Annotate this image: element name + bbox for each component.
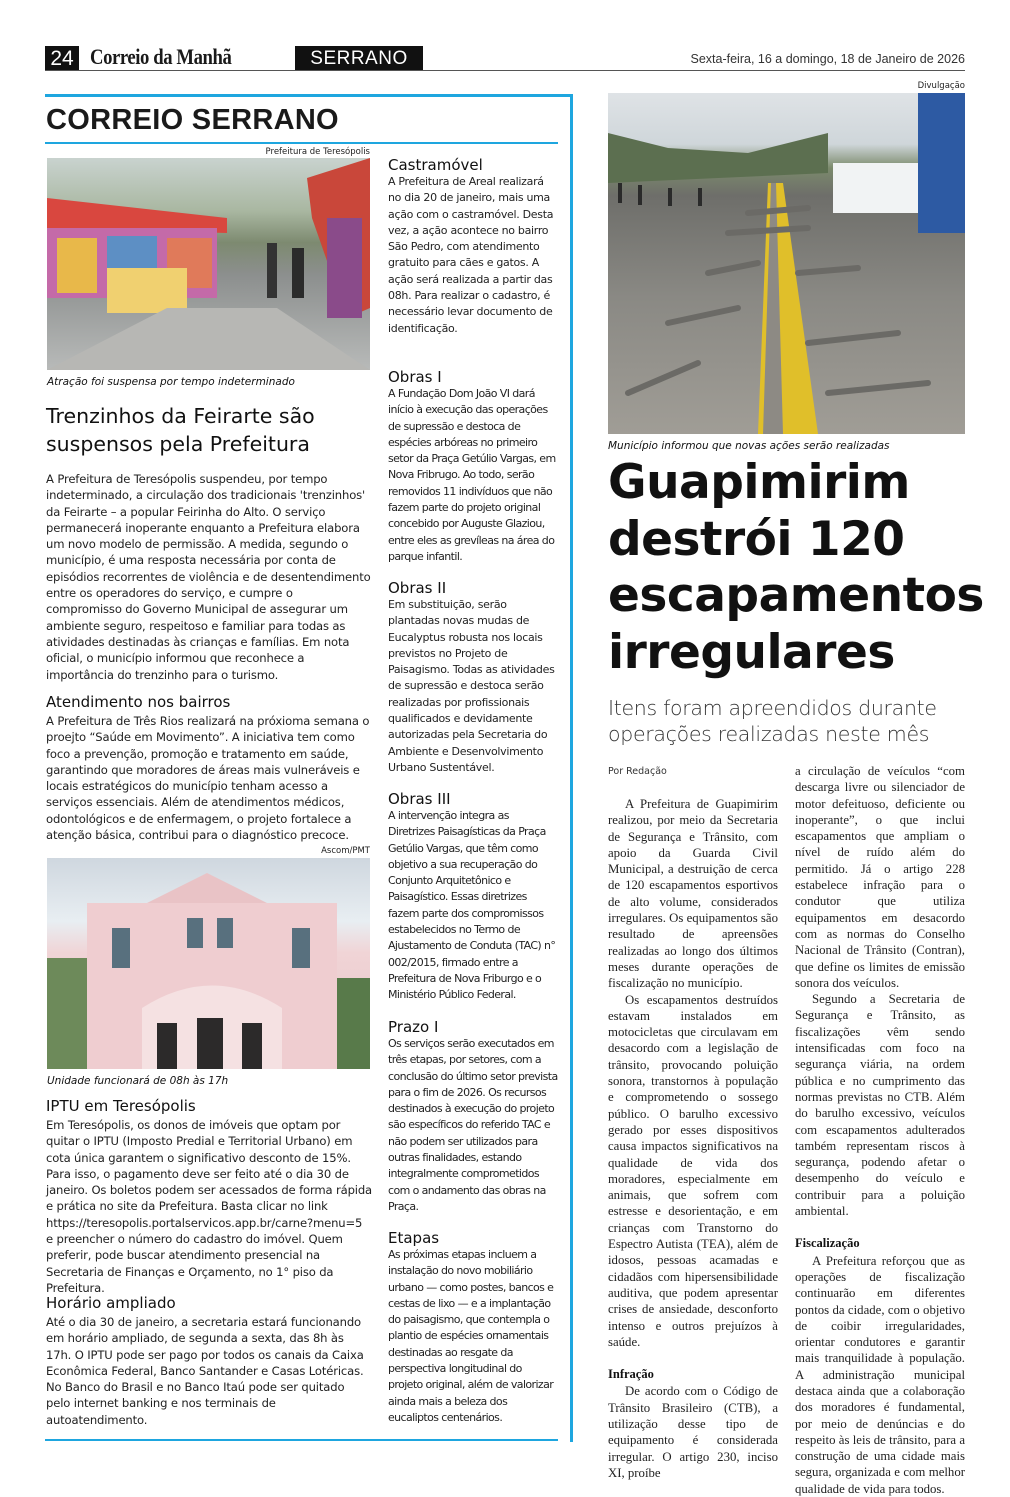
story-paragraph: A Prefeitura reforçou que as operações de fiscalização continuarão em diferentes pontos da cidade, com o objetivo de coibir irregularidades, orientar condutores e garantir mais tranquilidade à população. A administração municipal destaca ainda que a colaboração dos moradores é fundamental, por meio de denúncias e do respeito às leis de trânsito, para a construção de uma cidade mais segura, organizada e com melhor qualidade de vida para todos. — [795, 1253, 965, 1496]
column-title-rule — [45, 142, 558, 144]
news-item-body: A Prefeitura de Areal realizará no dia 20 de janeiro, mais uma ação com o castramóvel. Desta vez, a ação acontece no bairro São Pedro, com atendimento gratuito para cães e gatos. A ação será realizada a partir das 08h. Para realizar o cadastro, é necessário levar documento de identificação. — [388, 175, 554, 335]
fair-photo — [47, 158, 370, 370]
photo-caption: Unidade funcionará de 08h às 17h — [47, 1075, 229, 1087]
news-item-body: Em substituição, serão plantadas novas mudas de Eucalyptus robusta nos locais previstos no Projeto de Paisagismo. Todas as atividades de supressão e destoca serão realizadas por profissionais qualificados e devidamente autorizadas pela Secretaria do Ambiente e Desenvolvimento Urbano Sustentável. — [388, 598, 555, 774]
byline: Por Redação — [608, 766, 667, 777]
story-column-a — [608, 796, 778, 1481]
news-item-body: A Prefeitura de Três Rios realizará na próxioma semana o proejto “Saúde em Movimento”. A iniciativa tem como foco a prevenção, promoção e tratamento em saúde, garantindo que moradores de áreas mais vulneráveis e locais estratégicos do município tenham acesso a serviços essenciais. Além de atendimentos médicos, odontológicos e de enfermagem, o projeto fortalece a atenção básica, contribui para o diagnóstico precoce. — [46, 714, 370, 843]
news-item-body: As próximas etapas incluem a instalação do novo mobiliário urbano — como postes, bancos e cestas de lixo — e a implantação do paisagismo, que contempla o plantio de espécies ornamentais destinadas ao resgate da perspectiva longitudinal do projeto original, além de valorizar ainda mais a beleza dos eucaliptos centenários. — [388, 1248, 554, 1424]
building-photo-illustration — [47, 858, 370, 1069]
story-paragraph: Segundo a Secretaria de Segurança e Trânsito, as fiscalizações vêm sendo intensificadas com foco na segurança viária, na ordem pública e no cumprimento das normas previstas no CTB. Além do barulho excessivo, veículos com escapamentos adulterados também representam riscos à segurança, podendo afetar o desempenho do veículo e contribuir para a poluição ambiental. — [795, 992, 965, 1219]
edition-date: Sexta-feira, 16 a domingo, 18 de Janeiro de 2026 — [690, 52, 965, 66]
news-item — [46, 1097, 372, 1296]
fair-photo-illustration — [47, 158, 370, 370]
page-number: 24 — [45, 46, 79, 71]
news-item-title: Prazo I — [388, 1018, 439, 1036]
news-item — [388, 1229, 558, 1426]
photo-credit: Divulgação — [917, 81, 965, 91]
article-lead: A Prefeitura de Teresópolis suspendeu, por tempo indeterminado, a circulação dos tradicionais 'trenzinhos' da Feirarte – a popular Feirinha do Alto. O serviço permanecerá inoperante enquanto a Prefeitura elabora um novo modelo de permissão. A medida, segundo o município, é uma resposta necessária por conta de episódios recorrentes de violência e de desentendimento entre os operadores do serviço, e cumpre o compromisso do Governo Municipal de assegurar um ambiente seguro, respeitoso e familiar para todas as atividades destinadas às crianças e famílias. Em nota oficial, o município informou que reconhece a importância do trenzinho para o turismo. — [46, 472, 371, 682]
news-item — [388, 790, 558, 1004]
news-item — [46, 1294, 372, 1428]
main-subtitle: Itens foram apreendidos durante operações realizadas neste mês — [608, 696, 937, 746]
news-item — [388, 579, 558, 776]
story-column-b — [795, 763, 965, 1497]
photo-credit: Ascom/PMT — [321, 846, 370, 856]
story-paragraph: De acordo com o Código de Trânsito Brasileiro (CTB), a utilização desse tipo de equipamento é considerada irregular. O artigo 230, inciso XI, proíbe — [608, 1384, 778, 1480]
story-paragraph: A Prefeitura de Guapimirim realizou, por meio da Secretaria de Segurança e Trânsito, com apoio da Guarda Civil Municipal, a destruição de cerca de 120 escapamentos esportivos de alto volume, considerados irregulares. Os equipamentos são resultado de apreensões realizadas ao longo dos últimos meses durante operações de fiscalização no município. — [608, 797, 778, 991]
story-paragraph: Os escapamentos destruídos estavam instalados em motocicletas que circulavam em desacordo com a legislação de trânsito, provocando poluição sonora, transtornos à população e comprometendo o sossego público. O barulho excessivo gerado por esses dispositivos causa impactos significativos na qualidade de vida dos moradores, especialmente em animais, que sofrem com estresse e desorientação, e em crianças com Transtorno do Espectro Autista (TEA), além de idosos, pessoas acamadas e cidadãos com hipersensibilidade auditiva, que podem apresentar crises de ansiedade, desconforto intenso e outros prejuízos à saúde. — [608, 992, 778, 1349]
news-item-body: A intervenção integra as Diretrizes Paisagísticas da Praça Getúlio Vargas, que têm como objetivo a sua recuperação do Conjunto Arquitetônico e Paisagístico. Essas diretrizes fazem parte dos compromissos estabelecidos no Termo de Ajustamento de Conduta (TAC) n° 002/2015, firmado entre a Prefeitura de Nova Friburgo e o Ministério Público Federal. — [388, 809, 556, 1002]
news-item-title: Obras II — [388, 579, 447, 597]
news-item — [46, 693, 372, 843]
news-item-title: Obras III — [388, 790, 451, 808]
news-item-title: Etapas — [388, 1229, 440, 1247]
box-border-bottom — [45, 1439, 558, 1441]
main-headline: Guapimirim destrói 120 escapamentos irregulares — [608, 455, 984, 680]
news-item-body: Em Teresópolis, os donos de imóveis que optam por quitar o IPTU (Imposto Predial e Territorial Urbano) em cota única garantem o significativo desconto de 15%. Para isso, o pagamento deve ser feito até o dia 30 de janeiro. Os boletos podem ser acessados de forma rápida e prática no site da Prefeitura. Basta clicar no link https://teresopolis.portalservicos.app.br/carne?menu=5 e preencher o número do cadastro do imóvel. Quem preferir, pode buscar atendimento presencial na Secretaria de Finanças e Orçamento, no 1° piso da Prefeitura. — [46, 1118, 373, 1295]
news-item-title: Horário ampliado — [46, 1294, 176, 1312]
news-item-title: Atendimento nos bairros — [46, 693, 231, 711]
box-border-right — [570, 94, 573, 1442]
news-item — [388, 368, 558, 565]
section-label: SERRANO — [295, 46, 423, 71]
news-item-title: Castramóvel — [388, 156, 483, 174]
header-rule — [45, 70, 965, 71]
news-item-title: Obras I — [388, 368, 442, 386]
photo-caption: Atração foi suspensa por tempo indeterminado — [47, 376, 295, 388]
photo-caption: Município informou que novas ações serão realizadas — [608, 440, 890, 452]
story-paragraph: a circulação de veículos “com descarga livre ou silenciador de motor defeituoso, deficiente ou inoperante”, o que inclui escapamentos que ampliam o nível de ruído além do permitido. Já o artigo 228 estabelece infração para o condutor que utiliza equipamentos em desacordo com as normas do Conselho Nacional de Trânsito (Contran), que define os limites de emissão sonora dos veículos. — [795, 764, 965, 990]
news-item-body: A Fundação Dom João VI dará início à execução das operações de supressão e destoca de espécies arbóreas no primeiro setor da Praça Getúlio Vargas, em Nova Fribrugo. Ao todo, serão removidos 11 indivíduos que não fazem parte do projeto original concebido por Auguste Glaziou, entre eles as grevíleas na área do parque infantil. — [388, 387, 556, 563]
column-title: CORREIO SERRANO — [46, 104, 339, 136]
news-item — [388, 156, 558, 337]
article-headline: Trenzinhos da Feirarte são suspensos pela Prefeitura — [46, 404, 315, 456]
exhaust-pipes-photo — [608, 93, 965, 434]
photo-credit: Prefeitura de Teresópolis — [265, 147, 370, 157]
box-border-top — [45, 94, 573, 97]
newspaper-logo: Correio da Manhã — [90, 44, 232, 69]
building-photo — [47, 858, 370, 1069]
story-subheading: Infração — [608, 1367, 654, 1382]
news-item-body: Até o dia 30 de janeiro, a secretaria estará funcionando em horário ampliado, de segunda a sexta, das 8h às 17h. O IPTU pode ser pago por todos os canais da Caixa Econômica Federal, Banco Santander e Casas Lotéricas. No Banco do Brasil e no Banco Itaú pode ser quitado pelo internet banking e nos terminais de autoatendimento. — [46, 1315, 364, 1427]
news-item-body: Os serviços serão executados em três etapas, por setores, com a conclusão do último setor prevista para o fim de 2026. Os recursos destinados à execução do projeto são específicos do referido TAC e não podem ser utilizados para outras finalidades, estando integralmente comprometidos com o andamento das obras na Praça. — [388, 1037, 558, 1213]
news-item — [388, 1018, 558, 1215]
news-item-title: IPTU em Teresópolis — [46, 1097, 196, 1115]
story-subheading: Fiscalização — [795, 1236, 860, 1251]
exhaust-pipes-illustration — [608, 93, 965, 434]
